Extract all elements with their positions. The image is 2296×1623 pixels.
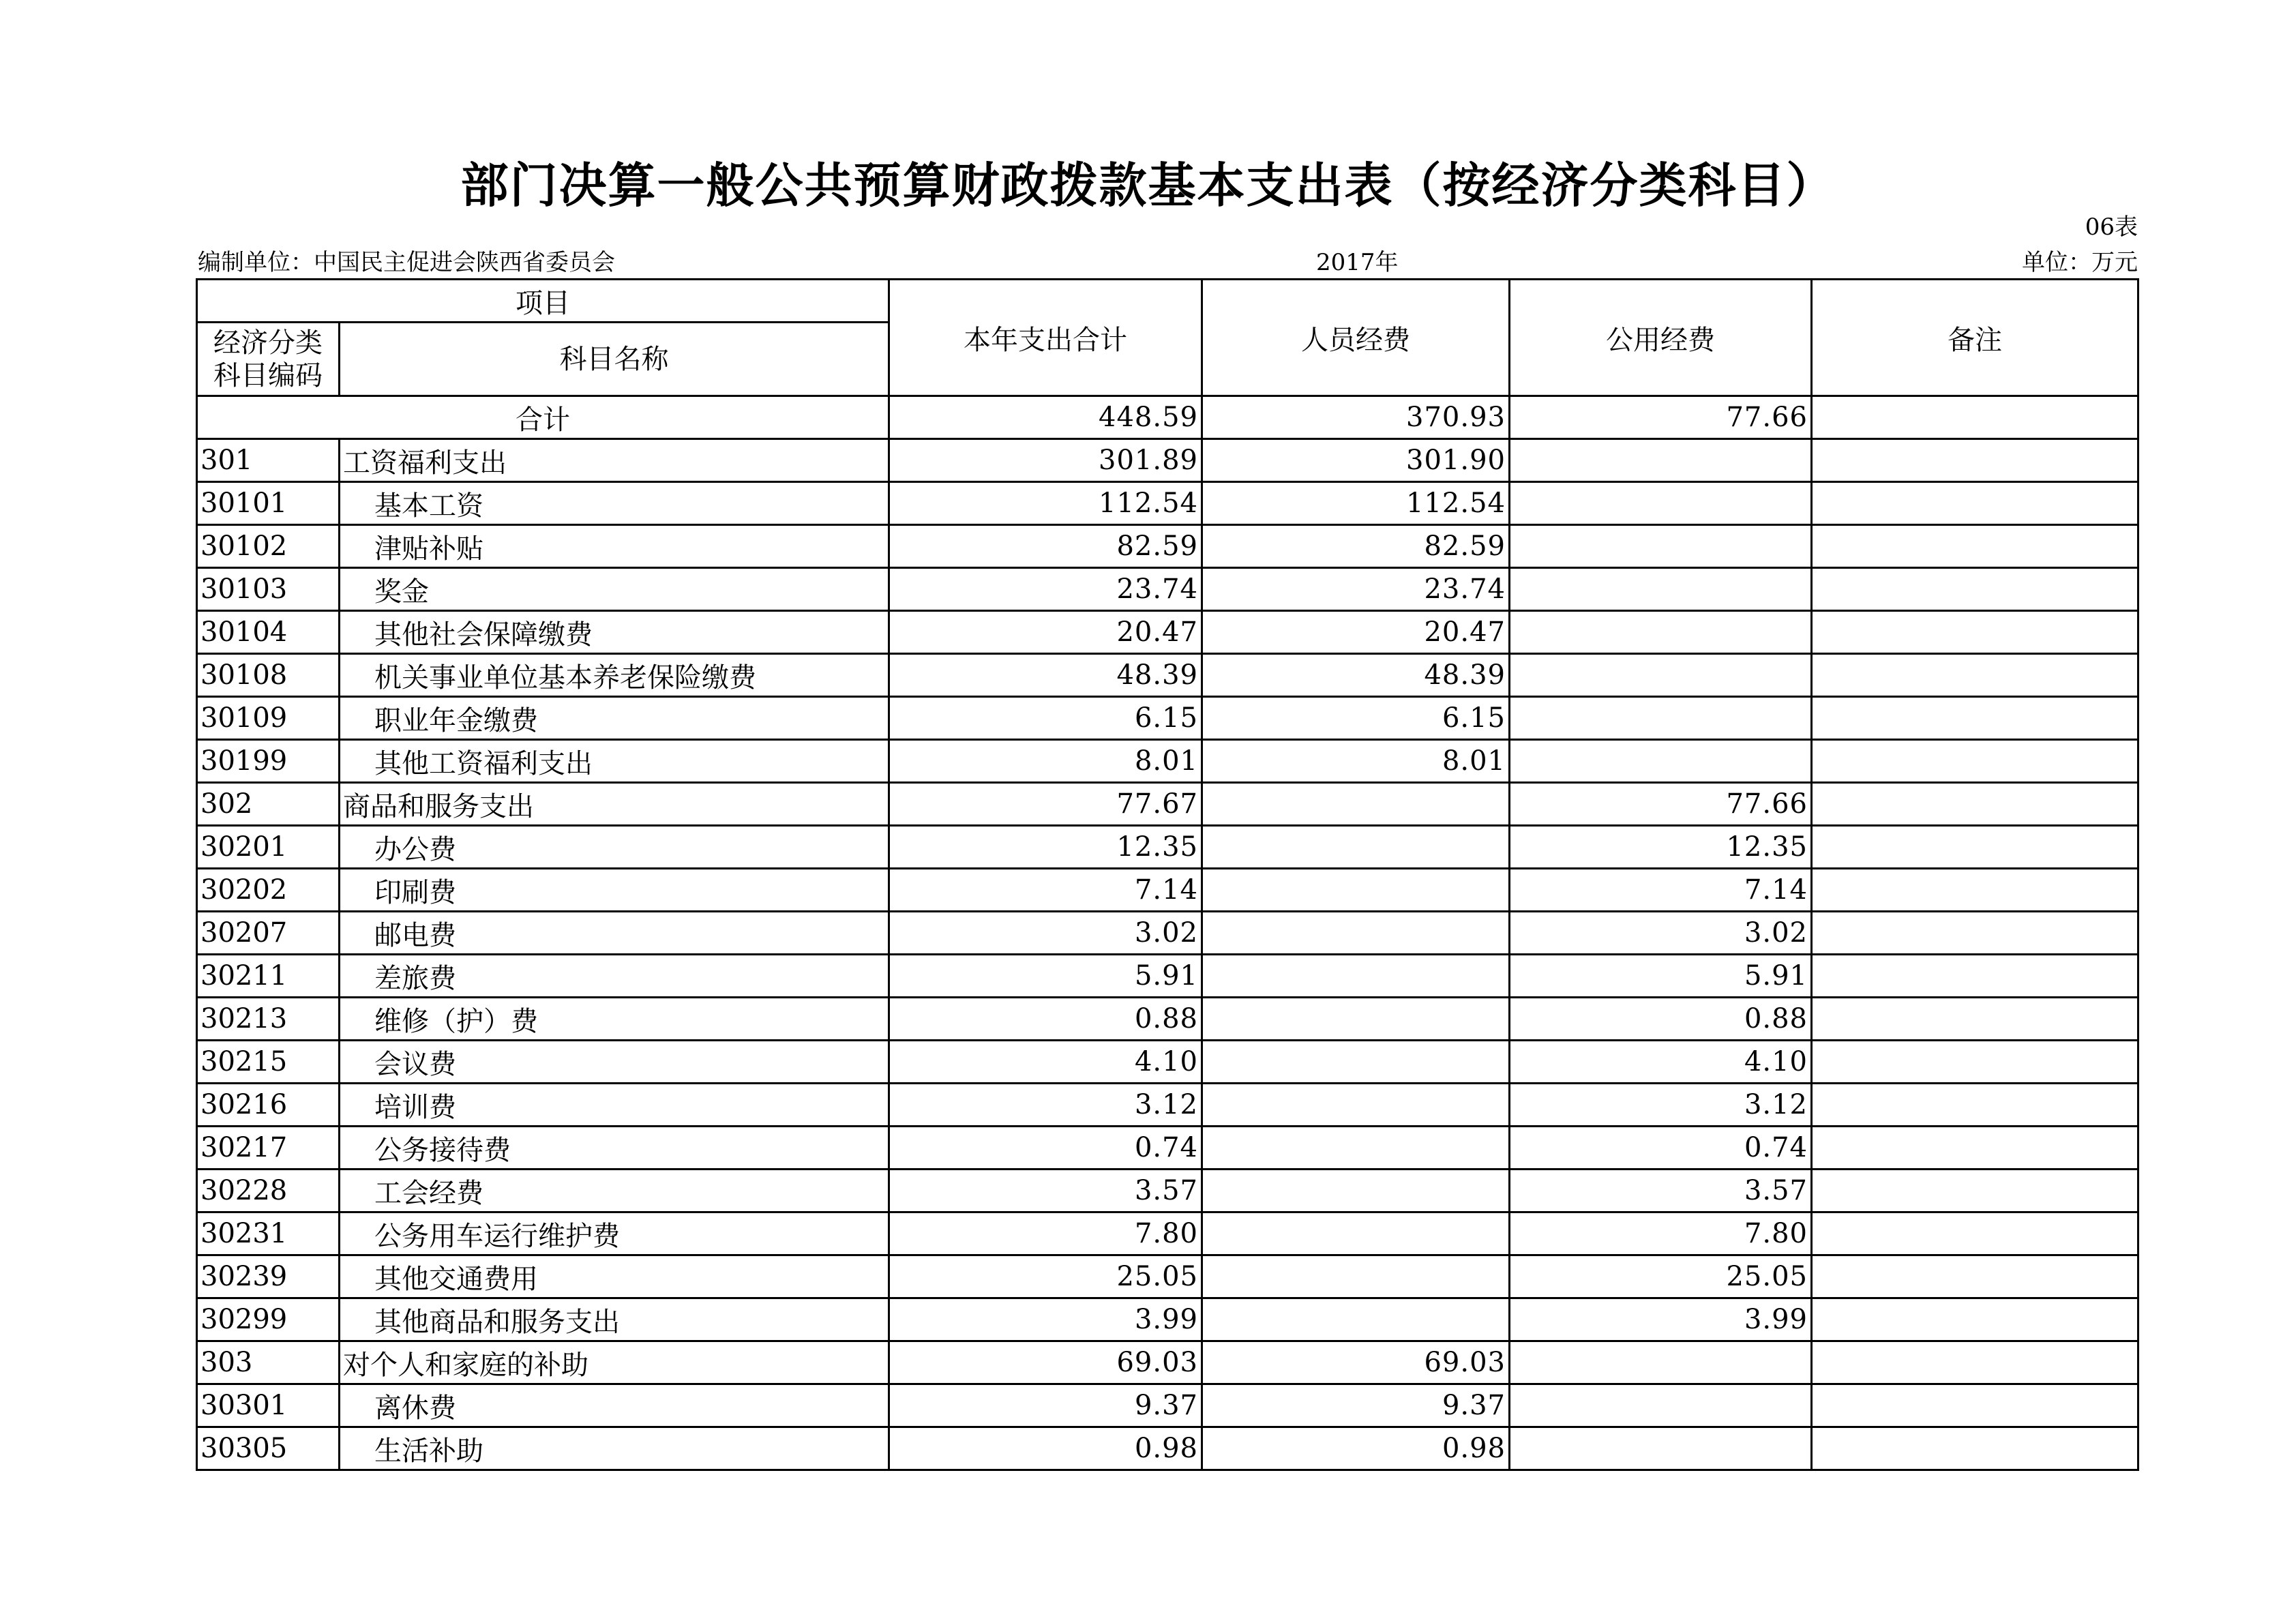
row-total: 6.15	[889, 697, 1202, 740]
row-remark	[1812, 439, 2138, 482]
row-total: 112.54	[889, 482, 1202, 525]
row-personnel: 301.90	[1202, 439, 1510, 482]
row-total: 12.35	[889, 826, 1202, 869]
row-public: 7.80	[1510, 1212, 1812, 1255]
row-public: 3.99	[1510, 1298, 1812, 1341]
row-remark	[1812, 998, 2138, 1041]
row-public: 12.35	[1510, 826, 1812, 869]
total-public: 77.66	[1510, 396, 1812, 439]
row-public: 25.05	[1510, 1255, 1812, 1298]
header-personnel: 人员经费	[1202, 280, 1510, 396]
row-code: 30301	[197, 1384, 340, 1427]
row-public: 0.74	[1510, 1127, 1812, 1170]
row-personnel: 20.47	[1202, 611, 1510, 654]
row-total: 9.37	[889, 1384, 1202, 1427]
row-total: 20.47	[889, 611, 1202, 654]
table-row	[197, 1341, 2138, 1384]
row-personnel: 82.59	[1202, 525, 1510, 568]
row-remark	[1812, 654, 2138, 697]
row-public	[1510, 697, 1812, 740]
compiling-unit: 编制单位：中国民主促进会陕西省委员会	[198, 249, 615, 276]
total-personnel: 370.93	[1202, 396, 1510, 439]
table-row	[197, 439, 2138, 482]
header-code-line2: 科目编码	[213, 359, 323, 391]
row-code: 302	[197, 783, 340, 826]
row-total: 7.80	[889, 1212, 1202, 1255]
row-remark	[1812, 697, 2138, 740]
header-remark: 备注	[1812, 280, 2138, 396]
table-row	[197, 697, 2138, 740]
row-total: 82.59	[889, 525, 1202, 568]
row-code: 30201	[197, 826, 340, 869]
row-name: 差旅费	[340, 955, 889, 998]
row-name: 公务接待费	[340, 1127, 889, 1170]
table-row	[197, 1127, 2138, 1170]
row-code: 30216	[197, 1084, 340, 1127]
row-personnel	[1202, 998, 1510, 1041]
row-total: 23.74	[889, 568, 1202, 611]
row-remark	[1812, 568, 2138, 611]
row-public: 3.57	[1510, 1170, 1812, 1212]
row-code: 30217	[197, 1127, 340, 1170]
row-personnel	[1202, 1170, 1510, 1212]
row-remark	[1812, 1212, 2138, 1255]
row-personnel: 112.54	[1202, 482, 1510, 525]
row-name: 印刷费	[340, 869, 889, 912]
table-row	[197, 1384, 2138, 1427]
table-row	[197, 1084, 2138, 1127]
row-total: 301.89	[889, 439, 1202, 482]
table-row	[197, 1212, 2138, 1255]
row-personnel: 23.74	[1202, 568, 1510, 611]
total-remark	[1812, 396, 2138, 439]
row-code: 30231	[197, 1212, 340, 1255]
row-public: 3.02	[1510, 912, 1812, 955]
header-project: 项目	[197, 280, 889, 323]
row-personnel	[1202, 869, 1510, 912]
row-public	[1510, 1427, 1812, 1470]
row-name: 办公费	[340, 826, 889, 869]
header-public: 公用经费	[1510, 280, 1812, 396]
row-public	[1510, 654, 1812, 697]
row-name: 对个人和家庭的补助	[340, 1341, 889, 1384]
expenditure-table	[196, 278, 2139, 1471]
row-code: 303	[197, 1341, 340, 1384]
row-public	[1510, 740, 1812, 783]
row-total: 3.02	[889, 912, 1202, 955]
table-row	[197, 1298, 2138, 1341]
row-name: 其他交通费用	[340, 1255, 889, 1298]
row-name: 其他商品和服务支出	[340, 1298, 889, 1341]
row-total: 77.67	[889, 783, 1202, 826]
row-name: 津贴补贴	[340, 525, 889, 568]
row-remark	[1812, 1041, 2138, 1084]
row-total: 3.57	[889, 1170, 1202, 1212]
table-row	[197, 525, 2138, 568]
row-public: 4.10	[1510, 1041, 1812, 1084]
row-remark	[1812, 826, 2138, 869]
row-public	[1510, 611, 1812, 654]
row-public: 0.88	[1510, 998, 1812, 1041]
row-total: 3.12	[889, 1084, 1202, 1127]
table-row	[197, 482, 2138, 525]
row-code: 301	[197, 439, 340, 482]
row-remark	[1812, 783, 2138, 826]
row-code: 30199	[197, 740, 340, 783]
total-row	[197, 396, 2138, 439]
row-remark	[1812, 912, 2138, 955]
row-public	[1510, 1384, 1812, 1427]
row-name: 奖金	[340, 568, 889, 611]
row-name: 离休费	[340, 1384, 889, 1427]
row-code: 30215	[197, 1041, 340, 1084]
row-name: 工资福利支出	[340, 439, 889, 482]
row-personnel	[1202, 955, 1510, 998]
row-remark	[1812, 740, 2138, 783]
row-code: 30299	[197, 1298, 340, 1341]
row-public	[1510, 439, 1812, 482]
row-code: 30207	[197, 912, 340, 955]
row-personnel: 8.01	[1202, 740, 1510, 783]
row-personnel	[1202, 1041, 1510, 1084]
row-name: 基本工资	[340, 482, 889, 525]
row-code: 30104	[197, 611, 340, 654]
row-total: 3.99	[889, 1298, 1202, 1341]
row-name: 邮电费	[340, 912, 889, 955]
table-row	[197, 1427, 2138, 1470]
row-remark	[1812, 1298, 2138, 1341]
table-row	[197, 1170, 2138, 1212]
row-total: 0.74	[889, 1127, 1202, 1170]
table-row	[197, 826, 2138, 869]
row-code: 30213	[197, 998, 340, 1041]
row-personnel	[1202, 1298, 1510, 1341]
row-remark	[1812, 611, 2138, 654]
row-public	[1510, 525, 1812, 568]
row-personnel: 48.39	[1202, 654, 1510, 697]
row-name: 职业年金缴费	[340, 697, 889, 740]
row-name: 其他社会保障缴费	[340, 611, 889, 654]
table-row	[197, 568, 2138, 611]
header-name: 科目名称	[340, 323, 889, 396]
row-code: 30239	[197, 1255, 340, 1298]
total-sum: 448.59	[889, 396, 1202, 439]
row-code: 30305	[197, 1427, 340, 1470]
row-remark	[1812, 525, 2138, 568]
row-personnel	[1202, 1212, 1510, 1255]
row-name: 其他工资福利支出	[340, 740, 889, 783]
row-total: 0.98	[889, 1427, 1202, 1470]
row-code: 30101	[197, 482, 340, 525]
row-personnel	[1202, 1127, 1510, 1170]
row-total: 69.03	[889, 1341, 1202, 1384]
row-total: 8.01	[889, 740, 1202, 783]
header-total: 本年支出合计	[889, 280, 1202, 396]
row-public: 77.66	[1510, 783, 1812, 826]
row-personnel	[1202, 1084, 1510, 1127]
currency-unit: 单位：万元	[2022, 249, 2138, 276]
row-name: 培训费	[340, 1084, 889, 1127]
row-code: 30211	[197, 955, 340, 998]
row-name: 工会经费	[340, 1170, 889, 1212]
row-remark	[1812, 1427, 2138, 1470]
row-total: 25.05	[889, 1255, 1202, 1298]
page-title: 部门决算一般公共预算财政拨款基本支出表（按经济分类科目）	[460, 158, 1836, 213]
row-name: 商品和服务支出	[340, 783, 889, 826]
row-code: 30103	[197, 568, 340, 611]
row-personnel: 6.15	[1202, 697, 1510, 740]
row-remark	[1812, 955, 2138, 998]
row-name: 会议费	[340, 1041, 889, 1084]
row-personnel	[1202, 912, 1510, 955]
row-remark	[1812, 1341, 2138, 1384]
row-total: 7.14	[889, 869, 1202, 912]
table-row	[197, 654, 2138, 697]
row-code: 30102	[197, 525, 340, 568]
report-year: 2017年	[1316, 249, 1399, 276]
row-public: 5.91	[1510, 955, 1812, 998]
header-code	[197, 323, 340, 396]
row-remark	[1812, 1084, 2138, 1127]
header-code-line1: 经济分类	[213, 327, 323, 359]
row-remark	[1812, 869, 2138, 912]
table-row	[197, 998, 2138, 1041]
table-row	[197, 740, 2138, 783]
row-public	[1510, 568, 1812, 611]
row-total: 5.91	[889, 955, 1202, 998]
row-personnel: 69.03	[1202, 1341, 1510, 1384]
table-row	[197, 783, 2138, 826]
row-remark	[1812, 1170, 2138, 1212]
table-number: 06表	[2085, 213, 2138, 241]
row-code: 30109	[197, 697, 340, 740]
row-code: 30108	[197, 654, 340, 697]
row-public	[1510, 1341, 1812, 1384]
row-total: 48.39	[889, 654, 1202, 697]
row-public: 3.12	[1510, 1084, 1812, 1127]
row-personnel: 0.98	[1202, 1427, 1510, 1470]
row-total: 0.88	[889, 998, 1202, 1041]
row-total: 4.10	[889, 1041, 1202, 1084]
row-code: 30202	[197, 869, 340, 912]
table-row	[197, 1041, 2138, 1084]
total-label: 合计	[197, 396, 889, 439]
row-remark	[1812, 482, 2138, 525]
row-remark	[1812, 1127, 2138, 1170]
row-personnel	[1202, 783, 1510, 826]
table-row	[197, 611, 2138, 654]
table-row	[197, 912, 2138, 955]
row-name: 生活补助	[340, 1427, 889, 1470]
row-personnel	[1202, 1255, 1510, 1298]
row-personnel	[1202, 826, 1510, 869]
row-public	[1510, 482, 1812, 525]
row-remark	[1812, 1384, 2138, 1427]
table-row	[197, 869, 2138, 912]
row-name: 维修（护）费	[340, 998, 889, 1041]
row-public: 7.14	[1510, 869, 1812, 912]
row-name: 机关事业单位基本养老保险缴费	[340, 654, 889, 697]
table-row	[197, 955, 2138, 998]
row-personnel: 9.37	[1202, 1384, 1510, 1427]
row-remark	[1812, 1255, 2138, 1298]
table-row	[197, 1255, 2138, 1298]
row-name: 公务用车运行维护费	[340, 1212, 889, 1255]
row-code: 30228	[197, 1170, 340, 1212]
